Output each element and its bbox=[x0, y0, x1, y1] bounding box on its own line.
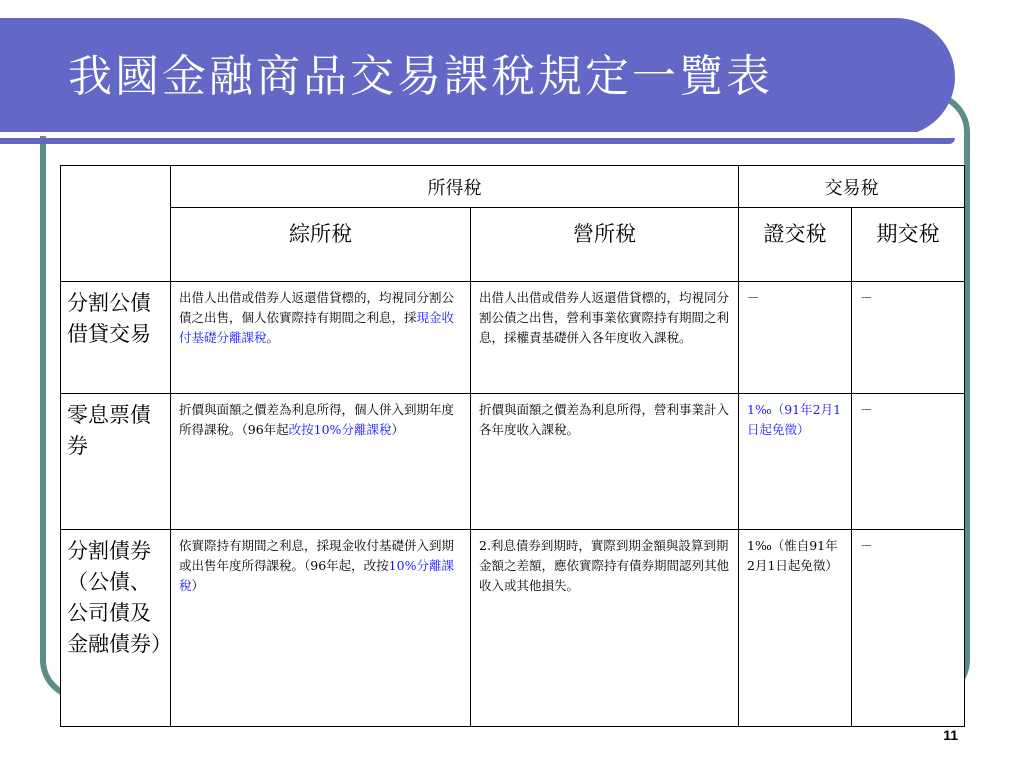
securities-tax-cell: 1‰（惟自91年2月1日起免徵） bbox=[739, 530, 852, 727]
cell-text: ） bbox=[391, 422, 404, 437]
header-row-2 bbox=[61, 208, 965, 282]
header-row-1 bbox=[61, 166, 965, 208]
securities-tax-cell: － bbox=[739, 282, 852, 394]
cell-text: 依實際持有期間之利息，採現金收付基礎併入到期或出售年度所得課稅。（96年起，改按 bbox=[179, 538, 455, 573]
individual-tax-cell bbox=[171, 530, 471, 727]
table-row bbox=[61, 530, 965, 727]
individual-tax-header: 綜所稅 bbox=[171, 208, 471, 282]
page-number: 11 bbox=[943, 727, 958, 743]
row-label: 零息票債券 bbox=[61, 394, 171, 530]
futures-tax-cell: － bbox=[852, 530, 965, 727]
title-underline bbox=[0, 138, 955, 144]
business-tax-cell: 2.利息債券到期時，實際到期金額與設算到期金額之差額，應依實際持有債券期間認列其他收入或其他損失。 bbox=[471, 530, 739, 727]
tax-table bbox=[60, 165, 965, 727]
securities-tax-cell: 1‰（91年2月1日起免徵） bbox=[739, 394, 852, 530]
row-label: 分割公債借貸交易 bbox=[61, 282, 171, 394]
business-tax-header: 營所稅 bbox=[471, 208, 739, 282]
cell-text: 。 bbox=[266, 330, 280, 345]
title-divider bbox=[0, 132, 955, 136]
highlight-text: 改按10%分離課稅 bbox=[288, 422, 392, 437]
cell-text: 折價與面額之價差為利息所得，個人併入到期年度所得課稅。（96年起 bbox=[179, 402, 455, 437]
table-row bbox=[61, 282, 965, 394]
futures-tax-cell: － bbox=[852, 394, 965, 530]
income-tax-header: 所得稅 bbox=[171, 166, 739, 208]
highlight-text: 現金收付基礎分離課稅 bbox=[179, 310, 455, 345]
slide-title: 我國金融商品交易課稅規定一覽表 bbox=[68, 51, 773, 102]
highlight-text: 10%分離課稅 bbox=[179, 558, 454, 593]
futures-tax-header: 期交稅 bbox=[852, 208, 965, 282]
table-row bbox=[61, 394, 965, 530]
corner-cell bbox=[61, 166, 171, 282]
securities-tax-header: 證交稅 bbox=[739, 208, 852, 282]
individual-tax-cell bbox=[171, 282, 471, 394]
business-tax-cell: 折價與面額之價差為利息所得，營利事業計入各年度收入課稅。 bbox=[471, 394, 739, 530]
business-tax-cell: 出借人出借或借券人返還借貸標的，均視同分割公債之出售，營利事業依實際持有期間之利息，採權責基礎併入各年度收入課稅。 bbox=[471, 282, 739, 394]
cell-text: ） bbox=[191, 578, 205, 593]
cell-text: 出借人出借或借券人返還借貸標的，均視同分割公債之出售，個人依實際持有期間之利息，採 bbox=[179, 290, 455, 325]
transaction-tax-header: 交易稅 bbox=[739, 166, 965, 208]
futures-tax-cell: － bbox=[852, 282, 965, 394]
row-label: 分割債券（公債、公司債及金融債券） bbox=[61, 530, 171, 727]
individual-tax-cell bbox=[171, 394, 471, 530]
